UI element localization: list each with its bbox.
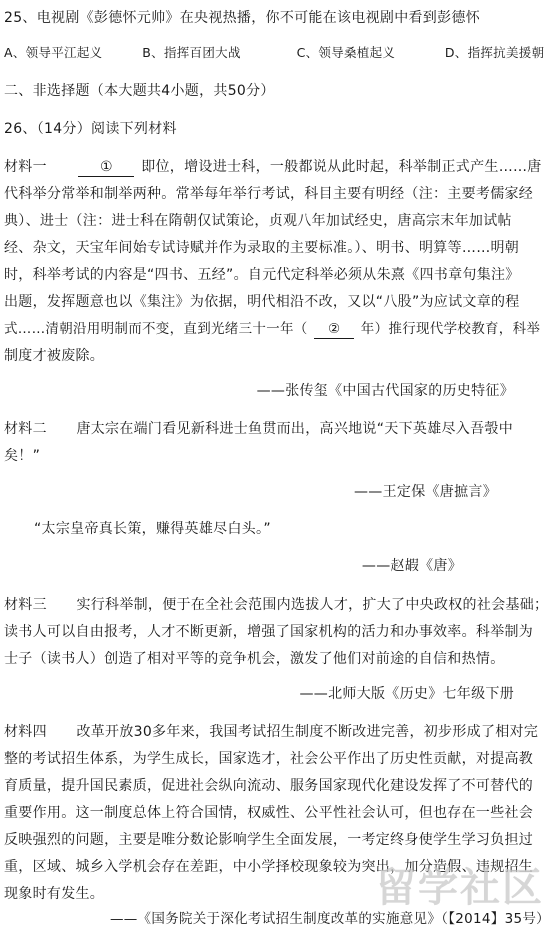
material1-blank1: ①	[78, 158, 134, 177]
material1-line7-before: 式……清朝沿用明制而不变，直到光绪三十一年（	[4, 321, 308, 337]
material2-line2: 矣！”	[4, 448, 41, 464]
material3-line1	[4, 596, 548, 614]
material3-label: 材料三	[4, 597, 47, 613]
material1-line7-after: 年）推行现代学校教育，科举	[360, 321, 541, 337]
material2-line1	[4, 420, 513, 438]
material4-line7: 现象时有发生。	[4, 886, 105, 902]
q25-option-d: D、指挥抗美援朝	[444, 45, 545, 60]
material1-label: 材料一	[4, 159, 47, 175]
q25-option-a: A、领导平江起义	[4, 45, 103, 60]
material3-line3: 士子（读书人）创造了相对平等的竞争机会，激发了他们对前途的自信和热情。	[4, 651, 505, 667]
material4-line2: 整的考试招生体系，为学生成长，国家选才，社会公平作出了历史性贡献，对提高教	[4, 751, 534, 767]
material4-line5: 反映强烈的问题，主要是唯分数论影响学生全面发展，一考定终身使学生学习负担过	[4, 832, 534, 848]
material2-line1-text: 唐太宗在端门看见新科进士鱼贯而出，高兴地说“天下英雄尽入吾彀中	[76, 421, 513, 437]
material2-source2: ——赵嘏《唐》	[361, 558, 462, 574]
material2-label: 材料二	[4, 421, 47, 437]
material2-quote2: “太宗皇帝真长策，赚得英雄尽白头。”	[34, 521, 271, 537]
site-watermark: 留学社区	[376, 865, 544, 911]
material1-line1	[4, 158, 542, 177]
material1-line3: 典）、进士（注：进士科在隋朝仅试策论，贞观八年加试经史，唐高宗末年加试帖	[4, 213, 512, 229]
material4-source: ——《国务院关于深化考试招生制度改革的实施意见》（【2014】35号）	[109, 911, 550, 927]
q25-option-c: C、领导桑植起义	[296, 45, 396, 60]
material2-source1: ——王定保《唐摭言》	[354, 484, 497, 500]
material3-line1-text: 实行科举制，便于在全社会范围内选拔人才，扩大了中央政权的社会基础；	[76, 597, 549, 613]
material4-line6: 重，区域、城乡入学机会存在差距，中小学择校现象较为突出，加分造假、违规招生	[4, 859, 534, 875]
section2-heading: 二、非选择题（本大题共4小题，共50分）	[4, 83, 275, 99]
material1-source: ——张传玺《中国古代国家的历史特征》	[256, 383, 514, 399]
material4-line4: 重要作用。这一制度总体上符合国情，权威性、公平性社会认可，但也存在一些社会	[4, 805, 534, 821]
material1-line4: 经、杂文，天宝年间始专试诗赋并作为录取的主要标准。）、明书、明算等……明朝	[4, 240, 520, 256]
q25-option-b: B、指挥百团大战	[142, 45, 241, 60]
material1-line2: 代科举分常举和制举两种。常举每年举行考试，科目主要有明经（注：主要考儒家经	[4, 186, 534, 202]
material1-blank2: ②	[314, 320, 354, 339]
q25-options	[4, 44, 544, 62]
material1-line7	[4, 320, 540, 339]
material1-line8: 制度才被废除。	[4, 348, 105, 364]
material1-line5: 时，科举考试的内容是“四书、五经”。自元代定科举必须从朱熹《四书章句集注》	[4, 267, 520, 283]
material4-line1	[4, 723, 538, 741]
q26-heading: 26、（14分）阅读下列材料	[4, 121, 177, 137]
material4-line1-text: 改革开放30多年来，我国考试招生制度不断改进完善，初步形成了相对完	[76, 724, 539, 740]
material1-line1-text: 即位，增设进士科，一般都说从此时起，科举制正式产生……唐	[141, 159, 542, 175]
material1-line6: 出题，发挥题意也以《集注》为依据，明代相沿不改，又以“八股”为应试文章的程	[4, 294, 520, 310]
material4-line3: 育质量，提升国民素质，促进社会纵向流动、服务国家现代化建设发挥了不可替代的	[4, 778, 534, 794]
material4-label: 材料四	[4, 724, 47, 740]
q25-stem: 25、电视剧《彭德怀元帅》在央视热播，你不可能在该电视剧中看到彭德怀	[4, 10, 481, 26]
material3-source: ——北师大版《历史》七年级下册	[299, 686, 514, 702]
material3-line2: 读书人可以自由报考，人才不断更新，增强了国家机构的活力和办事效率。科举制为	[4, 624, 534, 640]
